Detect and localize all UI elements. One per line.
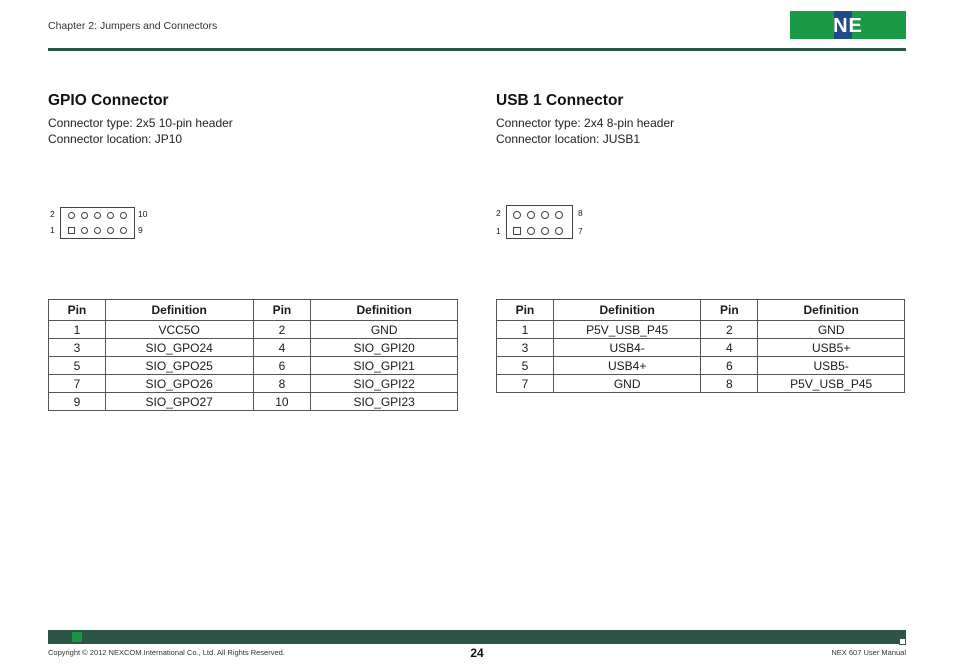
usb-pin-1 bbox=[513, 227, 521, 235]
pin-number-cell: 4 bbox=[253, 339, 311, 357]
pin-definition-cell: SIO_GPI22 bbox=[311, 375, 458, 393]
usb-col-header: Definition bbox=[758, 300, 905, 321]
table-row bbox=[49, 339, 458, 357]
gpio-label-top-left: 2 bbox=[50, 209, 55, 219]
pin-definition-cell: SIO_GPI23 bbox=[311, 393, 458, 411]
usb-pin-3 bbox=[527, 227, 535, 235]
gpio-pin-8 bbox=[107, 212, 114, 219]
gpio-pin-6 bbox=[94, 212, 101, 219]
copyright: Copyright © 2012 NEXCOM International Co., Ltd. All Rights Reserved. bbox=[48, 648, 285, 657]
usb-pin-5 bbox=[541, 227, 549, 235]
pin-number-cell: 8 bbox=[253, 375, 311, 393]
pin-definition-cell: USB5- bbox=[758, 357, 905, 375]
pin-definition-cell: GND bbox=[553, 375, 701, 393]
gpio-pin-5 bbox=[94, 227, 101, 234]
gpio-pin-table bbox=[48, 299, 458, 411]
chapter-title: Chapter 2: Jumpers and Connectors bbox=[48, 20, 218, 32]
footer-bar bbox=[48, 630, 906, 644]
table-row bbox=[497, 375, 905, 393]
pin-number-cell: 7 bbox=[49, 375, 106, 393]
table-row bbox=[497, 321, 905, 339]
pin-definition-cell: P5V_USB_P45 bbox=[758, 375, 905, 393]
usb-pin-table bbox=[496, 299, 905, 393]
gpio-pin-10 bbox=[120, 212, 127, 219]
gpio-label-bottom-right: 9 bbox=[138, 225, 143, 235]
table-row bbox=[49, 321, 458, 339]
gpio-type: Connector type: 2x5 10-pin header bbox=[48, 116, 233, 130]
gpio-pin-1 bbox=[68, 227, 75, 234]
pin-number-cell: 6 bbox=[701, 357, 758, 375]
pin-number-cell: 2 bbox=[253, 321, 311, 339]
usb-col-header: Definition bbox=[553, 300, 701, 321]
usb-col-header: Pin bbox=[701, 300, 758, 321]
usb-title: USB 1 Connector bbox=[496, 92, 624, 109]
pin-definition-cell: SIO_GPI21 bbox=[311, 357, 458, 375]
pin-number-cell: 5 bbox=[49, 357, 106, 375]
pin-number-cell: 7 bbox=[497, 375, 554, 393]
gpio-label-top-right: 10 bbox=[138, 209, 148, 219]
pin-number-cell: 1 bbox=[49, 321, 106, 339]
pin-number-cell: 1 bbox=[497, 321, 554, 339]
gpio-pin-3 bbox=[81, 227, 88, 234]
gpio-col-header: Pin bbox=[49, 300, 106, 321]
pin-definition-cell: USB4+ bbox=[553, 357, 701, 375]
gpio-col-header: Definition bbox=[105, 300, 253, 321]
gpio-location: Connector location: JP10 bbox=[48, 132, 183, 146]
usb-label-bottom-right: 7 bbox=[578, 226, 583, 236]
usb-header-outline bbox=[506, 205, 573, 239]
usb-pin-2 bbox=[513, 211, 521, 219]
pin-definition-cell: P5V_USB_P45 bbox=[553, 321, 701, 339]
usb-header-diagram bbox=[496, 205, 592, 239]
usb-col-header: Pin bbox=[497, 300, 554, 321]
gpio-col-header: Definition bbox=[311, 300, 458, 321]
table-row bbox=[49, 393, 458, 411]
gpio-col-header: Pin bbox=[253, 300, 311, 321]
footer-nexcom-logo bbox=[50, 631, 108, 643]
usb-label-top-right: 8 bbox=[578, 208, 583, 218]
gpio-pin-7 bbox=[107, 227, 114, 234]
gpio-header-diagram bbox=[50, 207, 160, 239]
usb-pin-4 bbox=[527, 211, 535, 219]
pin-number-cell: 6 bbox=[253, 357, 311, 375]
pin-definition-cell: VCC5O bbox=[105, 321, 253, 339]
pin-definition-cell: GND bbox=[311, 321, 458, 339]
header-rule bbox=[48, 48, 906, 51]
gpio-pin-4 bbox=[81, 212, 88, 219]
usb-label-bottom-left: 1 bbox=[496, 226, 501, 236]
usb-location: Connector location: JUSB1 bbox=[496, 132, 641, 146]
pin-number-cell: 10 bbox=[253, 393, 311, 411]
pin-definition-cell: SIO_GPO24 bbox=[105, 339, 253, 357]
pin-definition-cell: SIO_GPO27 bbox=[105, 393, 253, 411]
pin-definition-cell: SIO_GPO26 bbox=[105, 375, 253, 393]
pin-definition-cell: SIO_GPI20 bbox=[311, 339, 458, 357]
pin-definition-cell: SIO_GPO25 bbox=[105, 357, 253, 375]
gpio-pin-2 bbox=[68, 212, 75, 219]
corner-square-icon bbox=[890, 630, 897, 637]
pin-number-cell: 3 bbox=[497, 339, 554, 357]
svg-text:NE: NE bbox=[833, 15, 863, 37]
usb-label-top-left: 2 bbox=[496, 208, 501, 218]
corner-square-outline-icon bbox=[899, 638, 906, 645]
pin-number-cell: 4 bbox=[701, 339, 758, 357]
gpio-title: GPIO Connector bbox=[48, 92, 169, 109]
gpio-label-bottom-left: 1 bbox=[50, 225, 55, 235]
gpio-pin-9 bbox=[120, 227, 127, 234]
pin-number-cell: 8 bbox=[701, 375, 758, 393]
pin-number-cell: 5 bbox=[497, 357, 554, 375]
usb-pin-6 bbox=[541, 211, 549, 219]
usb-pin-8 bbox=[555, 211, 563, 219]
usb-pin-7 bbox=[555, 227, 563, 235]
usb-type: Connector type: 2x4 8-pin header bbox=[496, 116, 675, 130]
pin-definition-cell: GND bbox=[758, 321, 905, 339]
page-number: 24 bbox=[470, 646, 484, 660]
gpio-header-outline bbox=[60, 207, 135, 239]
table-row bbox=[497, 357, 905, 375]
manual-title: NEX 607 User Manual bbox=[831, 648, 906, 657]
pin-definition-cell: USB5+ bbox=[758, 339, 905, 357]
pin-number-cell: 3 bbox=[49, 339, 106, 357]
nexcom-logo bbox=[790, 11, 906, 39]
table-row bbox=[497, 339, 905, 357]
table-row bbox=[49, 357, 458, 375]
table-row bbox=[49, 375, 458, 393]
pin-number-cell: 9 bbox=[49, 393, 106, 411]
pin-number-cell: 2 bbox=[701, 321, 758, 339]
pin-definition-cell: USB4- bbox=[553, 339, 701, 357]
